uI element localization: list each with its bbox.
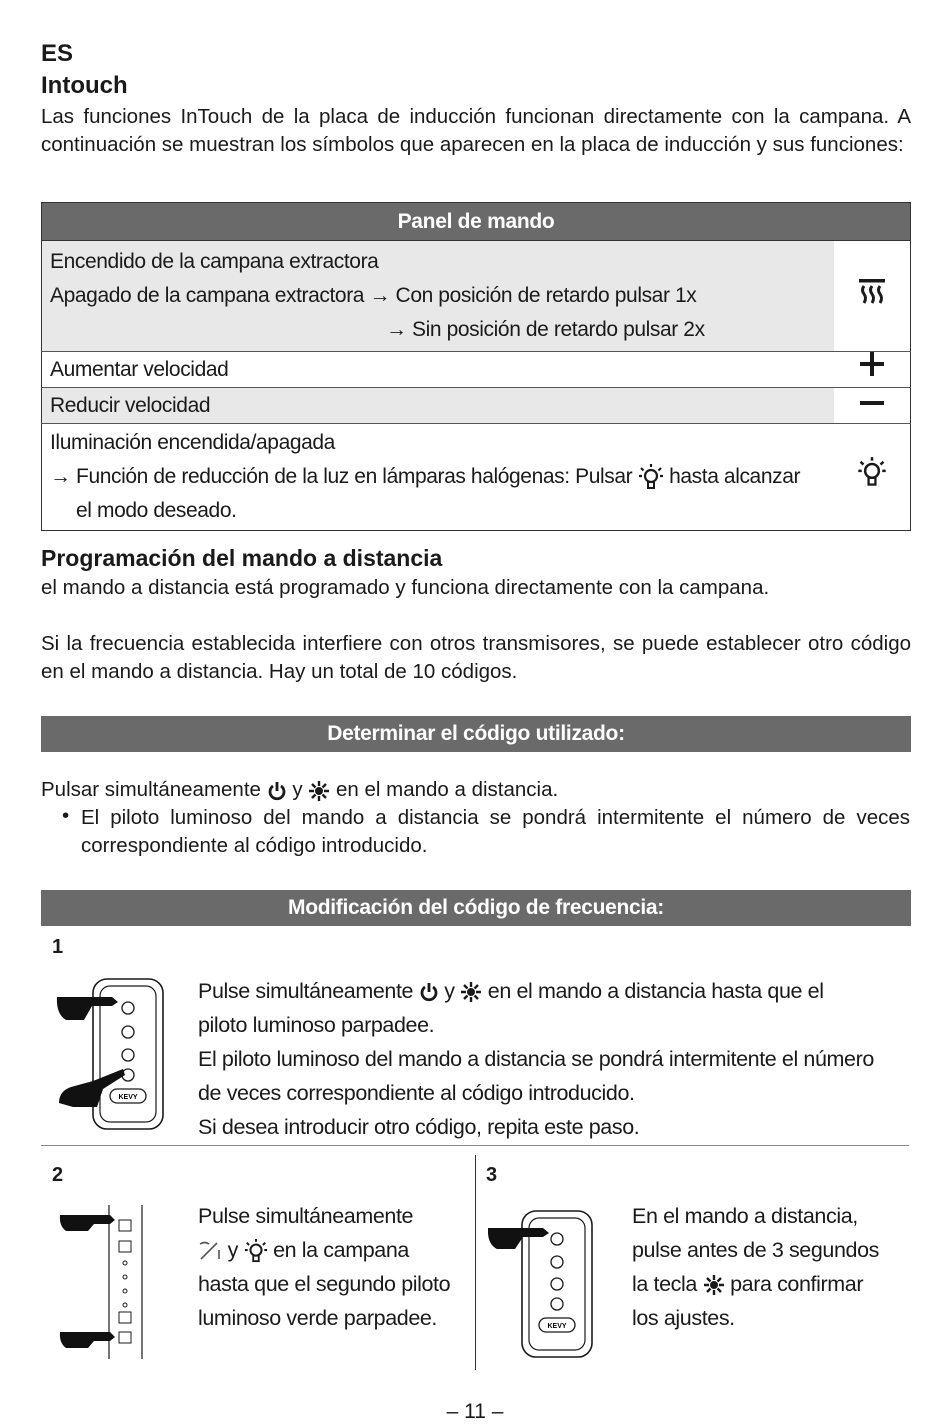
step2-line3: hasta que el segundo piloto — [198, 1272, 451, 1296]
determine-code-header: Determinar el código utilizado: — [41, 716, 911, 752]
minus-symbol-cell — [834, 388, 910, 424]
step-1-number: 1 — [52, 936, 64, 958]
on-remote-label: en el mando a distancia. — [335, 778, 559, 801]
language-code: ES — [41, 40, 74, 67]
step1-line2: piloto luminoso parpadee. — [198, 1013, 435, 1037]
minus-icon — [860, 388, 884, 412]
step2-line1: Pulse simultáneamente — [198, 1204, 414, 1228]
determine-code-instruction — [41, 776, 558, 804]
desired-mode-label: el modo deseado. — [76, 499, 237, 522]
remote-programming-text: el mando a distancia está programado y funciona directamente con la campana. — [41, 576, 770, 599]
and-label: y — [292, 778, 303, 801]
remote-control-illustration-step1 — [55, 975, 170, 1135]
power-icon — [267, 781, 287, 801]
sun-icon — [703, 1274, 725, 1296]
halogen-dimming-label: → Función de reducción de la luz en lámparas halógenas: Pulsar — [50, 465, 633, 488]
step1-and-label: y — [444, 979, 455, 1003]
extractor-hood-icon — [857, 276, 887, 306]
step-1-text — [198, 974, 908, 1144]
section-title-intouch: Intouch — [41, 72, 128, 99]
remote-brand-label: KEVY — [118, 1094, 138, 1101]
extractor-on-label: Encendido de la campana extractora — [50, 250, 379, 273]
lighting-cell — [42, 424, 835, 531]
page-number: – 11 – — [446, 1400, 504, 1423]
step3-confirm-label: para confirmar — [730, 1272, 864, 1296]
step2-and-label: y — [227, 1238, 238, 1262]
modify-code-header: Modificación del código de frecuencia: — [41, 890, 911, 926]
power-icon — [419, 982, 439, 1002]
column-divider — [475, 1155, 476, 1370]
light-bulb-icon — [857, 456, 887, 488]
step2-hood-label: en la campana — [273, 1238, 409, 1262]
step-3-number: 3 — [486, 1164, 498, 1186]
sun-icon — [460, 981, 482, 1003]
control-panel-title: Panel de mando — [42, 203, 911, 241]
plus-icon — [860, 352, 884, 376]
extractor-off-no-delay-label: → Sin posición de retardo pulsar 2x — [386, 318, 705, 341]
step-2-text — [198, 1199, 468, 1335]
step-2-number: 2 — [52, 1164, 64, 1186]
step1-line3: El piloto luminoso del mando a distancia se pondrá intermitente el número — [198, 1047, 874, 1071]
frequency-interference-text: Si la frecuencia establecida interfiere con otros transmisores, se puede establecer otro código en el mando a distancia. Hay un total de 10 códigos. — [41, 632, 911, 683]
remote-control-illustration-step3 — [488, 1208, 598, 1360]
remote-programming-title: Programación del mando a distancia — [41, 545, 443, 571]
lighting-on-off-label: Iluminación encendida/apagada — [50, 431, 335, 454]
step3-line4: los ajustes. — [632, 1306, 735, 1330]
halogen-dimming-label-end: hasta alcanzar — [669, 465, 801, 488]
sun-icon — [308, 780, 330, 802]
extractor-on-off-cell — [42, 241, 835, 352]
bullet-dot: • — [62, 804, 70, 827]
step3-key-label: la tecla — [632, 1272, 697, 1296]
extractor-symbol-cell — [834, 241, 910, 352]
pilot-light-bullet: El piloto luminoso del mando a distancia se pondrá intermitente el número de veces correspondiente al código introducido. — [81, 806, 910, 857]
light-symbol-cell — [834, 424, 910, 531]
speed-down-label: Reducir velocidad — [42, 388, 835, 424]
step2-line4: luminoso verde parpadee. — [198, 1306, 438, 1330]
extractor-off-label: Apagado de la campana extractora → Con posición de retardo pulsar 1x — [50, 284, 697, 307]
step1-line5: Si desea introducir otro código, repita este paso. — [198, 1115, 640, 1139]
step3-line2: pulse antes de 3 segundos — [632, 1238, 880, 1262]
divider — [41, 1145, 909, 1146]
plus-symbol-cell — [834, 352, 910, 388]
remote-brand-label: KEVY — [547, 1323, 567, 1330]
step3-line1: En el mando a distancia, — [632, 1204, 858, 1228]
press-simultaneously-label: Pulsar simultáneamente — [41, 778, 261, 801]
light-bulb-icon — [244, 1238, 268, 1264]
step1-line4: de veces correspondiente al código introducido. — [198, 1081, 635, 1105]
control-panel-table — [41, 202, 911, 531]
speed-up-label: Aumentar velocidad — [42, 352, 835, 388]
percent-hood-icon — [198, 1239, 222, 1263]
step-3-text — [632, 1199, 910, 1335]
step1-remote-label: en el mando a distancia hasta que el — [487, 979, 824, 1003]
intro-paragraph: Las funciones InTouch de la placa de inducción funcionan directamente con la campana. A continuación se muestran los símbolos que aparecen en la placa de inducción y sus funciones: — [41, 105, 911, 156]
hob-panel-illustration-step2 — [58, 1205, 153, 1361]
step1-press-label: Pulse simultáneamente — [198, 979, 414, 1003]
light-bulb-icon — [638, 463, 664, 491]
